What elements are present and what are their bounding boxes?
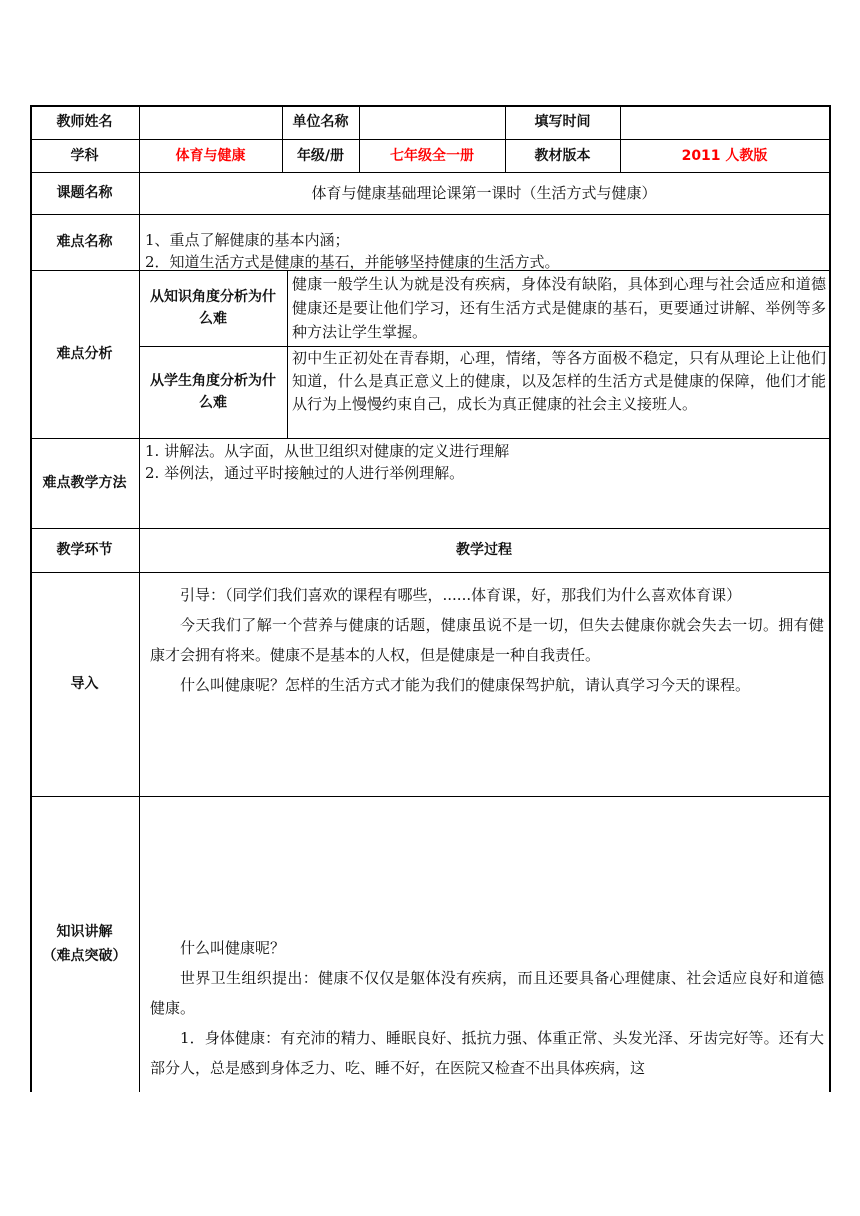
topic-label: 课题名称 [56,185,113,201]
edition-label: 教材版本 [534,147,591,164]
stage-header: 教学环节 [56,542,113,558]
teacher-name-label: 教师姓名 [56,114,113,130]
knowledge-paragraph: 世界卫生组织提出：健康不仅仅是躯体没有疾病，而且还要具备心理健康、社会适应良好和道德健康。 [150,969,824,1017]
difficulty-list [145,229,825,273]
method-item: 2. 举例法，通过平时接触过的人进行举例理解。 [145,464,465,482]
difficulty-item: 1、重点了解健康的基本内涵； [145,231,350,249]
student-angle-text: 初中生正初处在青春期，心理，情绪，等各方面极不稳定，只有从理论上让他们知道，什么是真正意义上的健康，以及怎样的生活方式是健康的保障，他们才能从行为上慢慢约束自己，成长为真正健康的社会主义接班人。 [292,349,826,413]
teacher-name-value[interactable] [139,105,282,139]
difficulty-item: 2．知道生活方式是健康的基石，并能够坚持健康的生活方式。 [145,253,560,271]
knowledge-label [30,920,139,968]
unit-name-label: 单位名称 [292,114,349,130]
knowledge-angle-label: 从知识角度分析为什么难 [150,289,276,327]
fill-time-value[interactable] [620,105,829,139]
analysis-label: 难点分析 [56,346,113,362]
edition-value: 2011 人教版 [681,147,768,164]
method-item: 1. 讲解法。从字面，从世卫组织对健康的定义进行理解 [145,442,510,460]
intro-content [150,580,824,700]
knowledge-content [150,933,824,1083]
grade-label: 年级/册 [296,147,345,164]
intro-paragraph: 今天我们了解一个营养与健康的话题，健康虽说不是一切，但失去健康你就会失去一切。拥有健康才会拥有将来。健康不是基本的人权，但是健康是一种自我责任。 [150,616,824,664]
process-header: 教学过程 [456,542,512,558]
subject-value: 体育与健康 [175,147,246,164]
knowledge-paragraph: 1．身体健康：有充沛的精力、睡眠良好、抵抗力强、体重正常、头发光泽、牙齿完好等。还有大部分人，总是感到身体乏力、吃、睡不好，在医院又检查不出具体疾病，这 [150,1029,824,1077]
method-list [145,440,825,484]
subject-label: 学科 [70,147,99,164]
difficulty-label: 难点名称 [56,234,113,250]
method-label: 难点教学方法 [42,475,127,491]
unit-name-value[interactable] [359,105,505,139]
grade-value: 七年级全一册 [390,147,474,164]
knowledge-label-line: （难点突破） [42,948,127,964]
intro-paragraph: 引导：（同学们我们喜欢的课程有哪些，......体育课，好，那我们为什么喜欢体育课） [180,586,742,604]
knowledge-label-line: 知识讲解 [56,924,113,940]
knowledge-angle-text: 健康一般学生认为就是没有疾病，身体没有缺陷，具体到心理与社会适应和道德健康还是要让他们学习，还有生活方式是健康的基石，更要通过讲解、举例等多种方法让学生掌握。 [292,275,826,341]
student-angle-label: 从学生角度分析为什么难 [150,373,276,411]
intro-paragraph: 什么叫健康呢？怎样的生活方式才能为我们的健康保驾护航，请认真学习今天的课程。 [180,676,751,694]
intro-label: 导入 [70,676,99,692]
knowledge-paragraph: 什么叫健康呢？ [180,939,286,957]
topic-value: 体育与健康基础理论课第一课时（生活方式与健康） [311,184,657,202]
fill-time-label: 填写时间 [534,114,591,130]
